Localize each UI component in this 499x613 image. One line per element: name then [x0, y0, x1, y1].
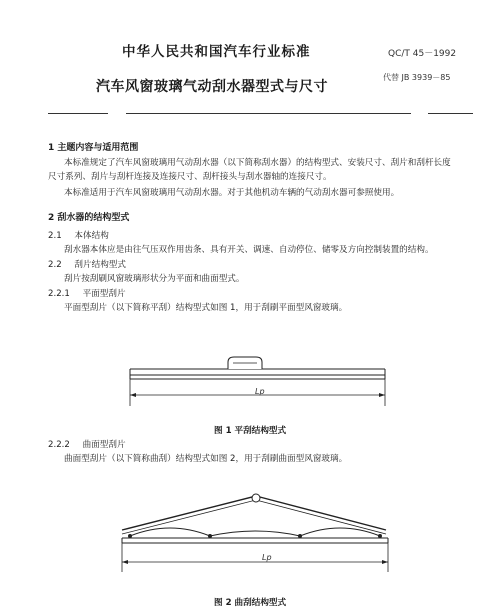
- section-2-2-title: 刮片结构型式: [74, 260, 126, 270]
- section-1-p1-line-1: 本标准规定了汽车风窗玻璃用气动刮水器（以下简称刮水器）的结构型式、安装尺寸、刮片和刮杆长度: [64, 158, 451, 168]
- figure-1-dimension-label: Lp: [255, 387, 265, 396]
- section-2-heading: 2 刮水器的结构型式: [48, 213, 130, 223]
- section-2-2-2-title: 曲面型刮片: [82, 440, 126, 450]
- section-1-p1-line-2: 尺寸系列、刮片与刮杆连接及连接尺寸、刮杆接头与刮水器轴的连接尺寸。: [48, 172, 332, 182]
- section-2-2-2-heading: [48, 438, 126, 452]
- figure-2-caption: 图 2 曲刮结构型式: [214, 598, 287, 608]
- section-2-1-title: 本体结构: [74, 231, 109, 241]
- figure-2-curved-blade-diagram: [110, 486, 400, 578]
- header-rule-mid: [126, 113, 411, 114]
- document-title: 汽车风窗玻璃气动刮水器型式与尺寸: [96, 79, 328, 95]
- section-2-2-1-number: 2.2.1: [48, 289, 70, 299]
- section-2-2-1-title: 平面型刮片: [82, 289, 126, 299]
- figure-2-dimension-label: Lp: [262, 553, 272, 562]
- section-2-2-1-text: 平面型刮片（以下简称平刮）结构型式如图 1，用于刮刷平面型风窗玻璃。: [64, 303, 348, 313]
- section-2-1-number: 2.1: [48, 231, 62, 241]
- header-rule-right: [428, 113, 473, 114]
- section-1-heading: 1 主题内容与适用范围: [48, 143, 139, 153]
- section-1-paragraph-1: [48, 156, 463, 184]
- figure-1-flat-blade-diagram: [100, 348, 400, 410]
- section-2-1-text: 刮水器本体应是由往气压双作用齿条、具有开关、调速、自动停位、储零及方向控制装置的结构。: [64, 245, 434, 255]
- standard-org-title: 中华人民共和国汽车行业标准: [122, 44, 311, 60]
- section-2-1-heading: [48, 229, 109, 243]
- section-2-2-2-text: 曲面型刮片（以下简称曲刮）结构型式如图 2，用于刮刷曲面型风窗玻璃。: [64, 454, 348, 464]
- replaces-standard: 代替 JB 3939－85: [383, 73, 451, 82]
- section-2-2-text: 刮片按刮刷风窗玻璃形状分为平面和曲面型式。: [64, 274, 245, 284]
- section-2-2-number: 2.2: [48, 260, 62, 270]
- header-rule-left: [48, 113, 108, 114]
- standard-code: QC/T 45－1992: [388, 49, 457, 59]
- figure-1-caption: 图 1 平刮结构型式: [214, 426, 287, 436]
- section-2-2-1-heading: [48, 287, 126, 301]
- section-2-2-2-number: 2.2.2: [48, 440, 70, 450]
- section-2-2-heading: [48, 258, 126, 272]
- section-1-paragraph-2: 本标准适用于汽车风窗玻璃用气动刮水器。对于其他机动车辆的气动刮水器可参照使用。: [64, 188, 400, 198]
